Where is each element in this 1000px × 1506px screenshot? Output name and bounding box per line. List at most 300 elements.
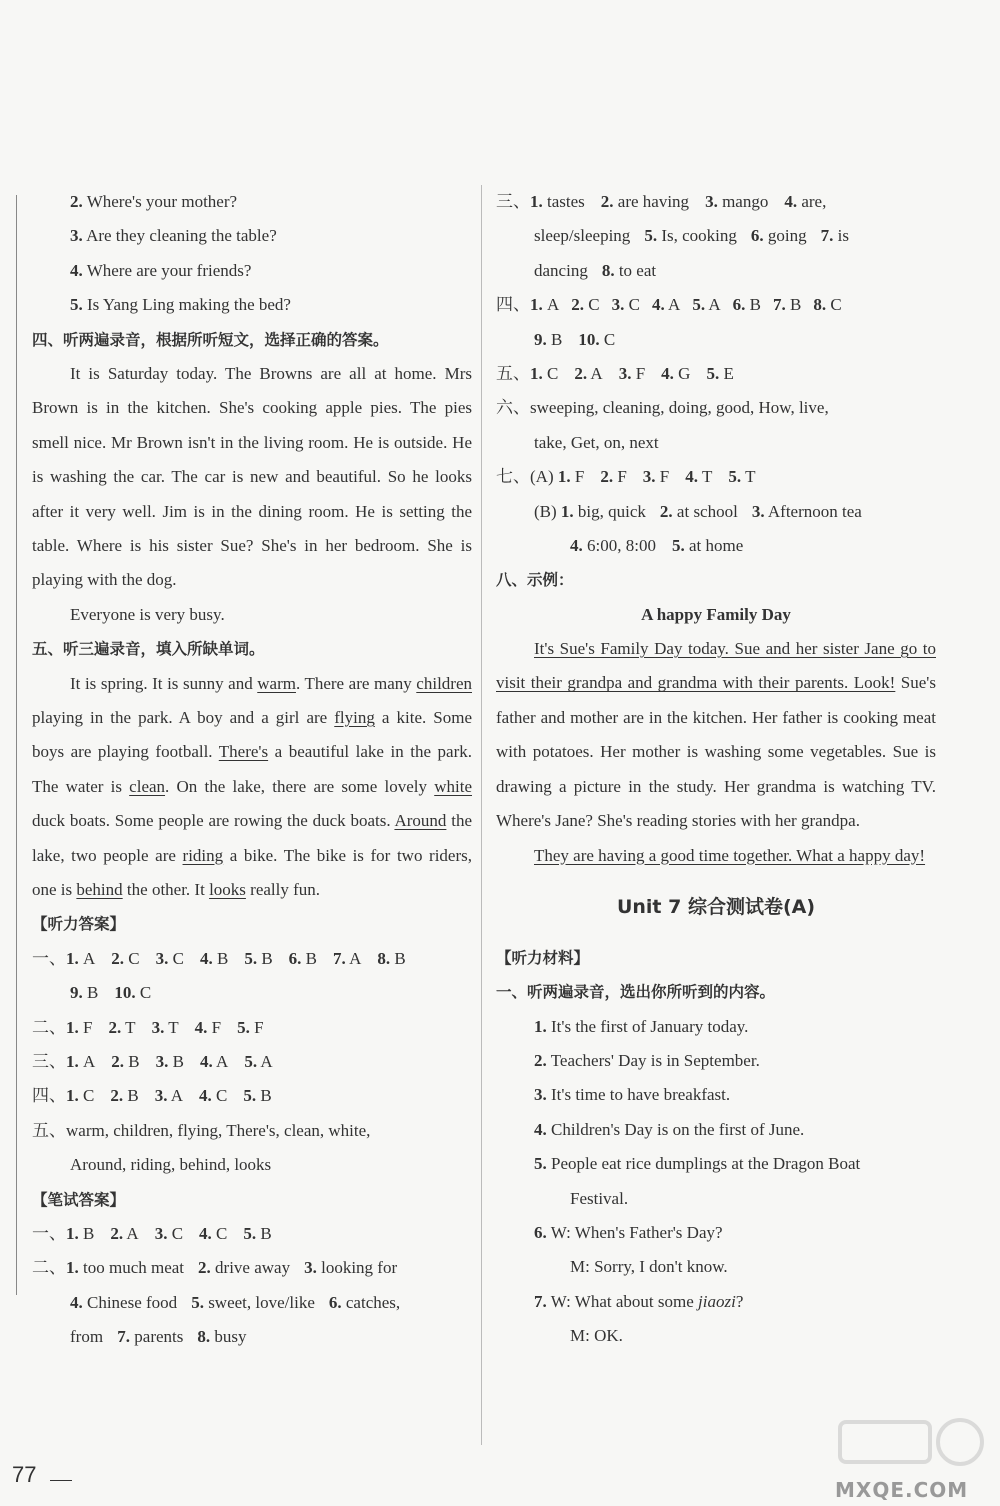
answer-item: [574, 364, 602, 383]
question-item: [32, 185, 472, 219]
item-answer: C: [216, 1086, 228, 1106]
answer-item: [155, 1224, 183, 1243]
answer-item: [652, 295, 680, 314]
item-answer: A: [547, 295, 560, 315]
answer-item: [643, 467, 669, 486]
item-answer: B: [260, 1086, 272, 1106]
item-number: 2.: [111, 948, 125, 968]
item-text: It's the first of January today.: [551, 1016, 749, 1036]
answer-item: [289, 949, 317, 968]
answer-item: [377, 949, 405, 968]
item-number: 4.: [70, 260, 83, 280]
item-answer: B: [87, 983, 99, 1003]
item-answer: at home: [688, 535, 744, 555]
item-number: 5.: [243, 1223, 257, 1243]
item-number: 9.: [534, 329, 547, 349]
section-marker: 五、: [496, 363, 530, 383]
item-number: 3.: [705, 192, 718, 211]
item-answer: F: [574, 467, 585, 487]
filled-blank: looks: [209, 880, 246, 900]
item-number: 4.: [199, 1223, 212, 1243]
answer-item: [534, 330, 562, 349]
item-number: 1.: [560, 501, 574, 521]
item-answer: B: [260, 1223, 272, 1243]
answer-item: [70, 1293, 177, 1312]
item-answer: T: [125, 1017, 136, 1037]
passage-text: a kite. Some boys are playing football.: [32, 708, 473, 762]
answer-item: [601, 192, 689, 211]
item-number: 1.: [66, 1223, 79, 1243]
item-answer: E: [723, 363, 734, 383]
item-number: 2.: [198, 1258, 211, 1278]
item-text: W: When's Father's Day?: [550, 1223, 723, 1243]
answer-item: [155, 1086, 183, 1105]
item-number: 2.: [574, 363, 588, 383]
item-number: 6.: [732, 295, 746, 315]
item-number: 4.: [651, 295, 665, 315]
question-item: [32, 219, 472, 253]
item-number: 1.: [66, 1052, 79, 1071]
item-number: 7.: [820, 226, 834, 246]
section-5-heading: 五、听三遍录音，填入所缺单词。: [32, 640, 265, 659]
answer-item: [619, 364, 645, 383]
item-answer: F: [659, 467, 670, 487]
filled-blank: children: [416, 673, 472, 693]
item-answer: B: [83, 1223, 95, 1243]
item-number: 5.: [244, 948, 258, 968]
item-text: ?: [735, 1291, 744, 1311]
item-answer: C: [83, 1086, 95, 1106]
watermark-text: MXQE.COM: [835, 1478, 969, 1502]
item-answer: F: [211, 1017, 222, 1037]
item-number: 3.: [611, 295, 625, 315]
answer-item: [111, 1052, 139, 1071]
item-answer: C: [588, 295, 600, 315]
answer-item: [612, 295, 640, 314]
item-number: 3.: [304, 1258, 317, 1278]
essay-underlined: It's Sue's Family Day today. Sue and her sister Jane go to visit their grandpa and grandma with their parents. Look!: [496, 639, 936, 693]
passage-text: . On the lake, there are some lovely: [165, 776, 435, 796]
passage-text: a beautiful lake in the park. The water is: [32, 742, 472, 796]
item-number: 3.: [70, 226, 83, 246]
section-marker: 三、: [496, 192, 530, 211]
item-answer: C: [547, 363, 559, 383]
essay-title: A happy Family Day: [641, 604, 791, 624]
answer-item: [329, 1293, 400, 1312]
answer-line: [496, 460, 936, 494]
section-marker: 四、: [32, 1086, 66, 1106]
answer-line: 六、sweeping, cleaning, doing, good, How, live,: [496, 398, 829, 418]
item-number: 8.: [601, 260, 615, 280]
answer-item: [821, 226, 849, 245]
item-number: 2.: [70, 192, 83, 211]
item-number: 8.: [813, 295, 827, 315]
item-answer: C: [830, 295, 842, 315]
item-number: 3.: [618, 363, 632, 383]
item-answer: catches,: [345, 1292, 401, 1312]
material-item: [496, 1147, 936, 1181]
question-list: [32, 185, 472, 323]
item-number: 2.: [571, 295, 585, 315]
item-number: 6.: [534, 1223, 547, 1243]
answer-item: [114, 983, 151, 1002]
page-number-dash: [50, 1480, 72, 1481]
section-8-heading: 八、示例：: [496, 571, 574, 590]
filled-blank: behind: [76, 880, 123, 900]
item-answer: F: [254, 1017, 264, 1037]
answer-line: take, Get, on, next: [534, 432, 659, 452]
item-number: 10.: [578, 329, 600, 349]
item-number: 1.: [557, 467, 571, 487]
answer-item: [156, 949, 184, 968]
item-number: 5.: [244, 1052, 258, 1071]
answer-item: [530, 295, 559, 314]
filled-blank: Around: [394, 811, 447, 831]
item-answer: A: [83, 1052, 96, 1071]
answer-line: [32, 1079, 472, 1113]
item-text: W: What about some: [550, 1291, 699, 1311]
question-item: [32, 254, 472, 288]
answer-item: [66, 1224, 94, 1243]
passage-text: the lake, two people are: [32, 811, 472, 865]
section-marker: 七、(A): [496, 467, 558, 487]
item-number: 5.: [728, 467, 742, 487]
item-number: 2.: [600, 192, 614, 211]
material-item: [496, 1044, 936, 1078]
answer-item: [117, 1327, 183, 1346]
item-number: 1.: [66, 1086, 79, 1106]
answer-item: [304, 1258, 397, 1277]
item-answer: A: [708, 295, 721, 315]
answer-line: [32, 1251, 472, 1285]
item-number: 2.: [659, 501, 673, 521]
answer-item: [660, 502, 738, 521]
item-answer: A: [216, 1052, 229, 1071]
answer-item: [195, 1018, 221, 1037]
answer-item: [728, 467, 755, 486]
answer-line: [496, 495, 936, 529]
answer-text: dancing: [534, 260, 588, 280]
item-answer: C: [128, 948, 140, 968]
answer-item: [197, 1327, 246, 1346]
material-item: [496, 1078, 936, 1112]
filled-blank: riding: [182, 845, 224, 865]
item-answer: A: [126, 1223, 139, 1243]
item-answer: to eat: [618, 260, 657, 280]
item-number: 4.: [534, 1119, 547, 1139]
answer-line: [496, 529, 936, 563]
essay-paragraph-2: [496, 839, 936, 873]
filled-blank: There's: [218, 742, 269, 762]
item-number: 4.: [199, 948, 213, 968]
item-number: 3.: [154, 1223, 168, 1243]
item-number: 2.: [534, 1051, 547, 1071]
passage-text: a bike. The bike is for two riders, one is: [32, 845, 472, 900]
item-number: 1.: [530, 192, 543, 211]
item-answer: parents: [134, 1327, 184, 1347]
item-answer: B: [172, 1052, 184, 1071]
item-answer: too much meat: [83, 1258, 185, 1278]
item-text: Where are your friends?: [86, 260, 252, 280]
section-marker: 四、: [496, 295, 530, 315]
passage-text: the other. It: [122, 880, 210, 900]
answer-item: [751, 226, 807, 245]
item-number: 10.: [114, 983, 136, 1003]
item-number: 5.: [534, 1154, 547, 1174]
section-4-closing: Everyone is very busy.: [70, 604, 225, 624]
item-number: 5.: [243, 1086, 257, 1106]
item-answer: B: [216, 948, 229, 968]
item-number: 6.: [750, 226, 764, 246]
item-number: 3.: [534, 1085, 547, 1105]
answer-item: [530, 364, 558, 383]
answer-item: [661, 364, 690, 383]
answer-line: [32, 1217, 472, 1251]
item-number: 5.: [191, 1292, 204, 1312]
item-answer: Chinese food: [87, 1292, 178, 1312]
item-answer: T: [745, 467, 756, 487]
item-number: 2.: [110, 1086, 124, 1106]
answer-line: [496, 254, 936, 288]
listening-material-heading: 【听力材料】: [496, 948, 590, 967]
item-answer: C: [139, 983, 152, 1003]
answer-item: [672, 536, 743, 555]
listening-answers-heading: 【听力答案】: [32, 915, 126, 934]
answer-item: [198, 1258, 290, 1277]
answer-text: from: [70, 1327, 108, 1347]
section-marker: 二、: [32, 1258, 66, 1278]
written-answers-heading: 【笔试答案】: [32, 1190, 126, 1209]
material-item: [496, 1113, 936, 1147]
answer-line: [32, 1011, 472, 1045]
section-marker: 二、: [32, 1017, 66, 1037]
item-answer: C: [603, 329, 616, 349]
question-item: [32, 288, 472, 322]
answer-item: [191, 1293, 315, 1312]
item-number: 3.: [751, 501, 765, 521]
item-number: 1.: [66, 1258, 79, 1278]
passage-text: It is spring. It is sunny and: [70, 673, 258, 693]
answer-item: [602, 261, 656, 280]
item-answer: B: [305, 948, 317, 968]
answer-item: [561, 502, 646, 521]
answer-item: [152, 1018, 179, 1037]
item-answer: drive away: [215, 1258, 291, 1278]
item-answer: A: [260, 1052, 273, 1071]
filled-blank: clean: [129, 776, 166, 796]
item-number: 4.: [194, 1017, 208, 1037]
item-number: 5.: [671, 535, 685, 555]
item-number: 2.: [600, 467, 614, 487]
item-answer: at school: [676, 501, 738, 521]
item-number: 8.: [377, 948, 391, 968]
answer-item: [530, 192, 585, 211]
answer-text: sleep/sleeping: [534, 226, 631, 246]
answer-item: [578, 330, 615, 349]
answer-item: [110, 1086, 138, 1105]
item-text: Children's Day is on the first of June.: [551, 1119, 805, 1139]
filled-blank: flying: [334, 708, 375, 727]
item-answer: C: [172, 948, 184, 968]
answer-item: [66, 1052, 95, 1071]
item-answer: C: [628, 295, 640, 315]
item-answer: 6:00, 8:00: [587, 535, 656, 555]
answer-item: [558, 467, 584, 486]
item-number: 7.: [333, 948, 346, 968]
filled-blank: white: [434, 776, 472, 796]
item-answer: T: [168, 1017, 179, 1037]
answer-line: [32, 976, 472, 1010]
item-answer: A: [170, 1086, 184, 1106]
item-number: 4.: [199, 1052, 213, 1071]
item-answer: are having: [617, 192, 690, 211]
essay-underlined: They are having a good time together. What a happy day!: [534, 845, 926, 865]
answer-line: [32, 1045, 472, 1079]
section-marker: (B): [534, 501, 561, 521]
essay-paragraph-1: [496, 632, 936, 838]
item-answer: A: [83, 948, 96, 968]
answer-line: Around, riding, behind, looks: [70, 1155, 272, 1175]
item-number: 7.: [773, 295, 786, 315]
answer-line: [32, 942, 472, 976]
answer-item: [706, 364, 733, 383]
answer-item: [66, 1258, 184, 1277]
item-answer: busy: [214, 1327, 247, 1347]
item-answer: B: [551, 329, 563, 349]
listening-answers: [32, 942, 472, 1114]
item-answer: T: [701, 467, 713, 487]
answer-item: [733, 295, 761, 314]
item-number: 2.: [111, 1052, 125, 1071]
passage-text: playing in the park. A boy and a girl are: [32, 708, 335, 727]
answer-line: [32, 1320, 472, 1354]
answer-item: [773, 295, 801, 314]
item-number: 8.: [197, 1327, 211, 1347]
item-answer: A: [668, 295, 681, 315]
answer-item: [200, 949, 228, 968]
answer-item: [244, 949, 272, 968]
answer-item: [243, 1086, 271, 1105]
answer-item: [570, 536, 656, 555]
item-answer: F: [617, 467, 627, 487]
item-number: 2.: [108, 1017, 122, 1037]
section-5-passage: [32, 667, 472, 908]
answer-line: [496, 288, 936, 322]
item-italic: jiaozi: [698, 1291, 736, 1311]
item-number: 4.: [661, 363, 674, 383]
answer-item: [66, 1018, 92, 1037]
answer-item: [199, 1086, 227, 1105]
answer-item: [237, 1018, 263, 1037]
material-item-cont: M: Sorry, I don't know.: [570, 1257, 728, 1277]
item-number: 4.: [685, 467, 699, 487]
answer-item: [600, 467, 626, 486]
material-item: [496, 1010, 936, 1044]
item-answer: sweet, love/like: [208, 1292, 315, 1312]
page-edge-line: [16, 195, 17, 1295]
item-number: 2.: [110, 1223, 124, 1243]
item-answer: Afternoon tea: [767, 501, 862, 521]
item-number: 5.: [706, 363, 720, 383]
answer-item: [200, 1052, 228, 1071]
item-number: 5.: [237, 1017, 250, 1037]
answer-item: [333, 949, 361, 968]
answer-item: [156, 1052, 184, 1071]
item-answer: is: [837, 226, 849, 246]
answer-item: [111, 949, 139, 968]
answer-item: [692, 295, 720, 314]
item-number: 1.: [66, 1017, 79, 1037]
item-number: 7.: [117, 1327, 131, 1347]
section-marker: 一、: [32, 1223, 66, 1243]
answer-item: [108, 1018, 135, 1037]
item-answer: C: [216, 1223, 228, 1243]
unit-title: Unit 7 综合测试卷(A): [616, 895, 816, 918]
answer-item: [571, 295, 599, 314]
item-answer: G: [678, 363, 691, 383]
answer-item: [110, 1224, 138, 1243]
item-number: 1.: [66, 948, 79, 968]
item-number: 4.: [570, 535, 583, 555]
answer-item: [243, 1224, 271, 1243]
item-number: 1.: [534, 1016, 547, 1036]
item-number: 5.: [70, 295, 83, 315]
answer-item: [813, 295, 841, 314]
item-answer: are,: [801, 192, 827, 211]
item-text: Teachers' Day is in September.: [550, 1051, 760, 1071]
item-answer: Is, cooking: [661, 226, 737, 246]
item-answer: B: [261, 948, 273, 968]
item-answer: B: [127, 1086, 139, 1106]
item-number: 1.: [530, 363, 543, 383]
item-answer: looking for: [321, 1258, 398, 1278]
item-text: People eat rice dumplings at the Dragon Boat: [551, 1154, 861, 1174]
item-answer: F: [635, 363, 646, 383]
item-text: Where's your mother?: [86, 192, 238, 211]
item-number: 3.: [642, 467, 656, 487]
item-number: 5.: [644, 226, 658, 246]
material-item: [496, 1285, 936, 1319]
item-answer: mango: [722, 192, 769, 211]
item-answer: A: [590, 363, 603, 383]
item-number: 1.: [530, 295, 543, 315]
page-number: 77: [12, 1462, 37, 1487]
filled-blank: warm: [257, 673, 296, 693]
material-item-cont: M: OK.: [570, 1326, 623, 1346]
section-4-passage: It is Saturday today. The Browns are all at home. Mrs Brown is in the kitchen. She's cooking apple pies. The pies smell nice. Mr Brown isn't in the living room. He is outside. He is washing the car. The car is new and beautiful. So he looks after it very well. Jim is in the dining room. He is setting the table. Where is his sister Sue? She's in her bedroom. She is playing with the dog.: [32, 363, 472, 590]
answer-line: [496, 219, 936, 253]
material-item-cont: Festival.: [570, 1188, 629, 1208]
item-number: 3.: [155, 1052, 169, 1071]
answer-item: [244, 1052, 272, 1071]
item-number: 7.: [534, 1291, 547, 1311]
answer-item: [199, 1224, 227, 1243]
item-answer: going: [767, 226, 807, 246]
item-text: Is Yang Ling making the bed?: [87, 295, 291, 315]
item-answer: B: [394, 948, 406, 968]
item-number: 9.: [70, 983, 83, 1003]
item-number: 3.: [155, 948, 169, 968]
item-text: It's time to have breakfast.: [551, 1085, 731, 1105]
answer-item: [644, 226, 737, 245]
answer-item: [66, 949, 95, 968]
item-number: 4.: [784, 192, 798, 211]
item-number: 4.: [199, 1086, 212, 1106]
passage-text: . There are many: [295, 673, 417, 693]
answer-item: [705, 192, 768, 211]
answer-item: [752, 502, 862, 521]
item-number: 6.: [328, 1292, 342, 1312]
